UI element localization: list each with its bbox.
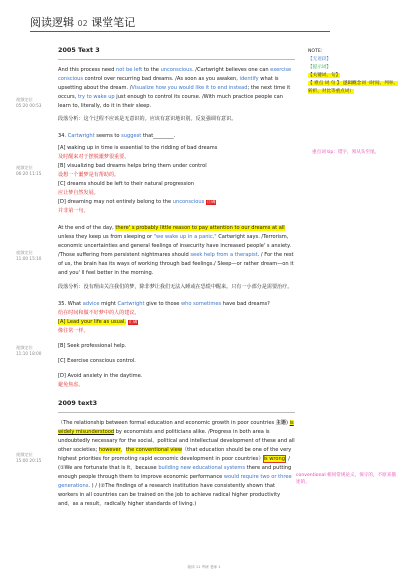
highlight-text: there' s probably little reason to pay attention to our dreams at all xyxy=(115,225,285,231)
stamp-time: 06:20 11:15 xyxy=(16,171,42,176)
note-item xyxy=(308,80,400,96)
text: that________. xyxy=(141,133,176,139)
stamp-time: 15:00 20:15 xyxy=(16,458,42,463)
text: to the xyxy=(142,67,161,73)
highlight-text: who sometimes xyxy=(180,301,222,307)
note-item: 【提示词】 xyxy=(308,65,331,70)
highlight-text: the conventional view xyxy=(125,447,183,453)
text: unless they keep us from sleeping or xyxy=(58,234,154,240)
highlight-text: unconscious xyxy=(160,67,193,73)
page-footer: 阅读 11 考研 老师 1 xyxy=(187,565,221,569)
stamp-label: 视频定位 xyxy=(16,250,33,255)
section-divider xyxy=(58,59,295,60)
stamp-label: 视频定位 xyxy=(16,452,33,457)
option-note: 设想一个噩梦是有帮助的。 xyxy=(58,172,120,178)
side-note: conventional 相同常规论义，保守的，不原来描述的。 xyxy=(296,473,396,485)
highlight-text: [A] Lead your life as usual. xyxy=(58,319,127,325)
option-a xyxy=(58,318,295,327)
option-note: 应让梦自然发展。 xyxy=(58,190,99,196)
option-d xyxy=(58,198,295,207)
note-item: 【无迹段】 xyxy=(308,57,331,62)
section-heading: 2005 Text 3 xyxy=(58,46,100,54)
highlight-text: exercise conscious xyxy=(58,67,292,82)
text: ， xyxy=(120,447,126,453)
highlight-text: unconscious xyxy=(172,199,205,205)
text: And this process need xyxy=(58,67,117,73)
text: . ) / (②The findings of a research institution have consistently shown that workers in all countries can be trained on the job to achieve radical higher productivity and，as a result，radically higher standards of living.) xyxy=(58,483,281,507)
text: At the end of the day, xyxy=(58,225,116,231)
text: 34. xyxy=(58,133,68,139)
section-divider xyxy=(58,412,295,413)
option-note: 并非第一句。 xyxy=(58,208,89,214)
highlight-text: building new educational systems xyxy=(158,465,245,471)
text: . / For the rest of us, the brain has its ways of working through bad feelings./ Sleep—or rather dream—on it and you' ll feel better in the morning. xyxy=(58,252,294,276)
text: （that education should be one of the very highest priorities for promoting rapid economic development in poor countries） xyxy=(58,447,292,462)
highlight-text: Cartwright xyxy=(67,133,95,139)
text: seems to xyxy=(94,133,122,139)
text: by economists and politicians alike. /Progress in both area is undoubtedly necessary for the social、political and intellectual development of these and all other societies; xyxy=(58,429,295,453)
option-a: [A] waking up in time is essential to the ridding of bad dreams xyxy=(58,145,218,151)
highlight-text: identify xyxy=(239,76,259,82)
title-divider xyxy=(30,31,330,32)
question-note: 给在时间和做不好梦中的人的建议。 xyxy=(58,310,140,316)
question-stem xyxy=(58,300,295,309)
text: give to those xyxy=(144,301,181,307)
highlight-text: Cartwright xyxy=(117,301,145,307)
text: ) xyxy=(286,420,290,426)
text: . / (①We are fortunate that is it，because xyxy=(58,456,290,471)
text: might xyxy=(99,301,118,307)
highlight-text: try to wake up xyxy=(77,94,115,100)
stamp-label: 视频定位 xyxy=(16,165,33,170)
video-stamp xyxy=(16,250,41,262)
stamp-time: 11:10 18:00 xyxy=(16,351,42,356)
paragraph-analysis: 段落分析：这个过程不应该是无意识的。应该有意识地识别。反复强调有意识。 xyxy=(58,116,237,122)
highlight-text: not be left xyxy=(116,67,143,73)
text: Cartwright says. /Terrorism, economic uncertainties and general feelings of insecurity have increased people' s anxiety. /Those suffering from persistent nightmares should xyxy=(58,234,292,258)
correct-tag: 正确 xyxy=(128,320,138,325)
option-b: [B] Seek professional help. xyxy=(58,343,127,349)
highlight-text: Visualize how you would like it to end instead xyxy=(131,85,248,91)
doc-title-text: 阅读逻辑 xyxy=(30,16,74,29)
text: （The relationship between formal education and economic growth in poor countries xyxy=(58,420,276,426)
text: what is upsetting about the dream. / xyxy=(58,76,279,91)
option-c: [C] Exercise conscious control. xyxy=(58,358,136,364)
doc-subtitle: 课堂笔记 xyxy=(91,16,136,29)
correct-tag: 正确 xyxy=(206,200,216,205)
paragraph xyxy=(58,419,295,509)
doc-title-number: 02 xyxy=(77,19,88,28)
highlight-text: is widely misunderstood xyxy=(58,420,294,435)
paragraph-analysis: 段落分析：没有理由关注我们的梦，除非梦让我们无法入睡或在恐慌中醒来。只有一小部分是需要治疗。 xyxy=(58,284,293,290)
video-stamp xyxy=(16,97,41,109)
side-note: 重点词 tip：错字，须从头至尾。 xyxy=(312,150,380,155)
option-note: 像往常一样。 xyxy=(58,328,89,334)
text: [D] dreaming may not entirely belong to the xyxy=(58,199,173,205)
highlight-text: suggest xyxy=(121,133,142,139)
video-stamp xyxy=(16,345,41,357)
text: ; the next time it occurs, xyxy=(58,85,291,100)
highlight-text: is wrong xyxy=(263,456,285,462)
text: there and putting enough people through them to improve economic performance xyxy=(58,465,292,480)
stamp-time: 05:20 00:53 xyxy=(16,103,42,108)
highlight-text: however xyxy=(98,447,121,453)
stamp-label: 视频定位 xyxy=(16,345,33,350)
stamp-label: 视频定位 xyxy=(16,97,33,102)
option-note: 及时醒来对于摆脱噩梦很重要。 xyxy=(58,154,130,160)
text: . /Cartwright believes one can xyxy=(192,67,271,73)
doc-title xyxy=(30,14,135,30)
note-item xyxy=(308,72,400,80)
text: just enough to control its course. /With much practice people can learn to, literally, do it in their sleep. xyxy=(58,94,283,109)
main-content xyxy=(58,38,295,509)
highlight-text: would require two or three generations xyxy=(58,474,292,489)
paragraph xyxy=(58,224,295,278)
bold-text: 主语 xyxy=(275,420,286,426)
text: have bad dreams? xyxy=(221,301,270,307)
highlight-text: seek help from a therapist xyxy=(190,252,258,258)
highlight-text: 【关键词、句】 xyxy=(308,73,341,78)
highlight-text: advice xyxy=(82,301,100,307)
highlight-text: "we wake up in a panic," xyxy=(153,234,217,240)
option-note: 避免焦虑。 xyxy=(58,382,84,388)
note-legend xyxy=(308,48,400,96)
option-c: [C] dreams should be left to their natural progression xyxy=(58,181,195,187)
option-d: [D] Avoid anxiety in the daytime. xyxy=(58,373,143,379)
text: 35. What xyxy=(58,301,83,307)
video-stamp xyxy=(16,452,41,464)
text: control over recurring bad dreams. /As soon as you awaken, xyxy=(83,76,240,82)
stamp-time: 11:00 15:10 xyxy=(16,256,42,261)
question-stem xyxy=(58,132,295,141)
highlight-text: 【 难点 词 句 】 逻辑概念词（时间、列举、转折、对比等重点词） xyxy=(308,81,398,94)
note-title: NOTE: xyxy=(308,49,323,54)
video-stamp xyxy=(16,165,41,177)
option-b: [B] visualizing bad dreams helps bring them under control xyxy=(58,163,207,169)
section-heading: 2009 text3 xyxy=(58,399,98,407)
paragraph xyxy=(58,66,295,111)
